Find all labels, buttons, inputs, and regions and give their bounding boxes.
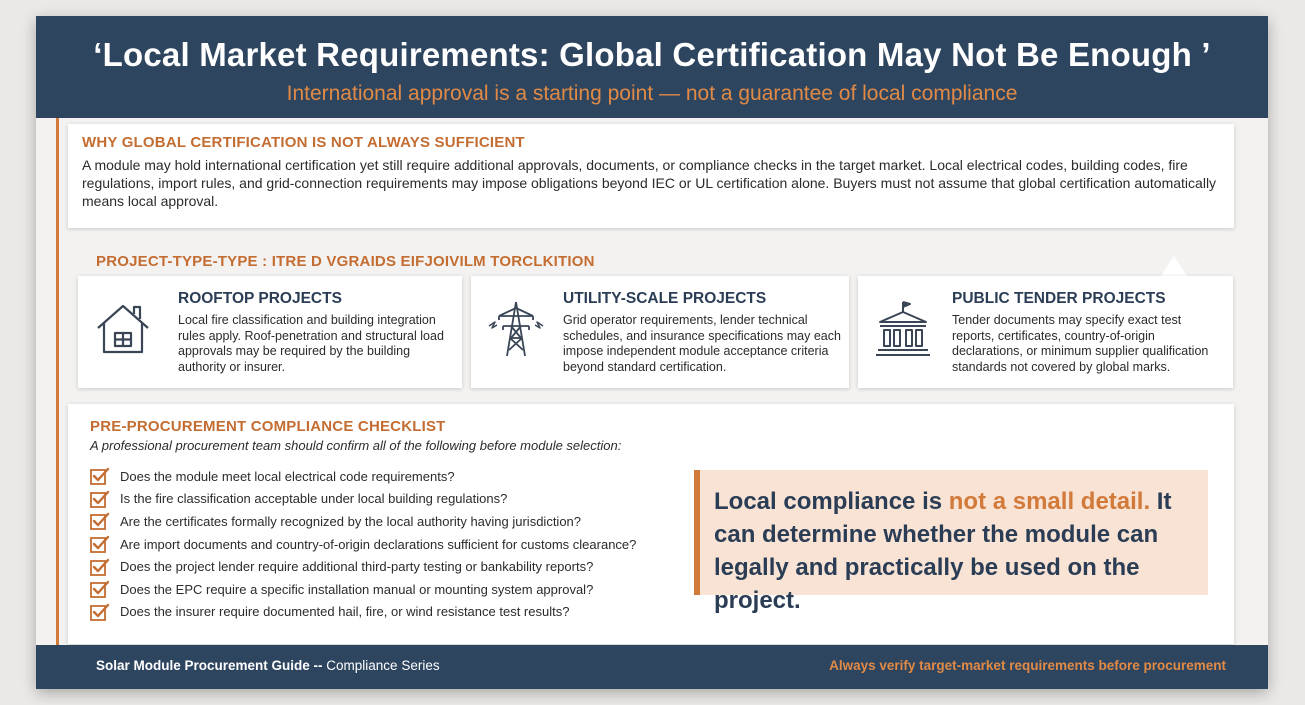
project-title-rooftop: ROOFTOP PROJECTS — [178, 290, 342, 307]
footer-reminder: Always verify target-market requirements before procurement — [829, 658, 1226, 673]
checklist-item-text: Does the insurer require documented hail, fire, or wind resistance test results? — [120, 604, 570, 620]
checklist-item — [90, 601, 1212, 624]
checklist-item-text: Are the certificates formally recognized by the local authority having jurisdiction? — [120, 513, 582, 529]
checkbox-checked-icon — [90, 467, 110, 485]
checklist-item-text: Does the module meet local electrical code requirements? — [120, 468, 455, 484]
speech-notch — [1161, 256, 1187, 276]
checkbox-checked-icon — [90, 603, 110, 621]
poster — [36, 16, 1268, 689]
checklist-item-text: Are import documents and country-of-origin declarations sufficient for customs clearance? — [120, 536, 637, 552]
callout-highlight: not a small detail. — [948, 488, 1151, 515]
footer-bar — [36, 645, 1268, 689]
project-body-public-tender: Tender documents may specify exact test reports, certificates, country-of-origin declarations, or minimum supplier qualification standards not covered by global marks. — [952, 313, 1209, 374]
footer-series-name: Compliance Series — [322, 658, 440, 673]
footer-guide-title: Solar Module Procurement Guide -- — [96, 658, 323, 673]
checklist-intro: A professional procurement team should confirm all of the following before module selection: — [90, 438, 622, 453]
page-title: ‘Local Market Requirements: Global Certification May Not Be Enough ’ — [93, 36, 1211, 73]
checklist-item-text: Does the EPC require a specific installation manual or mounting system approval? — [120, 581, 594, 597]
checklist-item-text: Does the project lender require additional third-party testing or bankability reports? — [120, 559, 594, 575]
project-card-utility-scale — [471, 276, 849, 388]
public-building-icon — [872, 298, 934, 360]
checklist-heading: PRE-PROCUREMENT COMPLIANCE CHECKLIST — [90, 418, 446, 435]
project-body-utility-scale: Grid operator requirements, lender technical schedules, and insurance specifications may each impose independent module acceptance criteria beyond standard certification. — [563, 313, 841, 374]
project-card-rooftop — [78, 276, 462, 388]
checkbox-checked-icon — [90, 558, 110, 576]
accent-line — [56, 118, 59, 645]
transmission-tower-icon — [485, 298, 547, 360]
header-banner — [36, 16, 1268, 118]
checklist-item-text: Is the fire classification acceptable under local building regulations? — [120, 491, 508, 507]
checkbox-checked-icon — [90, 512, 110, 530]
page-subtitle: International approval is a starting point — not a guarantee of local compliance — [286, 82, 1018, 105]
project-card-public-tender — [858, 276, 1233, 388]
checkbox-checked-icon — [90, 580, 110, 598]
house-icon — [92, 298, 154, 360]
project-title-public-tender: PUBLIC TENDER PROJECTS — [952, 290, 1166, 307]
project-type-heading: PROJECT-TYPE-TYPE : ITRE D VGRAIDS EIFJOIVILM TORCLKITION — [96, 253, 595, 270]
callout-text: Local compliance is — [714, 488, 949, 515]
checkbox-checked-icon — [90, 490, 110, 508]
footer-series — [96, 658, 440, 673]
callout-box — [694, 470, 1208, 614]
project-title-utility-scale: UTILITY-SCALE PROJECTS — [563, 290, 767, 307]
callout-text-rest: It can determine whether the module can legally and practically be used on the project. — [714, 488, 1172, 614]
checkbox-checked-icon — [90, 535, 110, 553]
why-heading: WHY GLOBAL CERTIFICATION IS NOT ALWAYS SUFFICIENT — [82, 134, 525, 151]
why-body: A module may hold international certification yet still require additional approvals, documents, or compliance checks in the target market. Local electrical codes, building codes, fire regulations, import rules, and grid-connection requirements may impose obligations beyond IEC or UL certification alone. Buyers must not assume that global certification automatically means local approval. — [82, 157, 1217, 209]
project-body-rooftop: Local fire classification and building integration rules apply. Roof-penetration and structural load approvals may be required by the building authority or insurer. — [178, 313, 444, 374]
why-section-card — [68, 124, 1234, 228]
